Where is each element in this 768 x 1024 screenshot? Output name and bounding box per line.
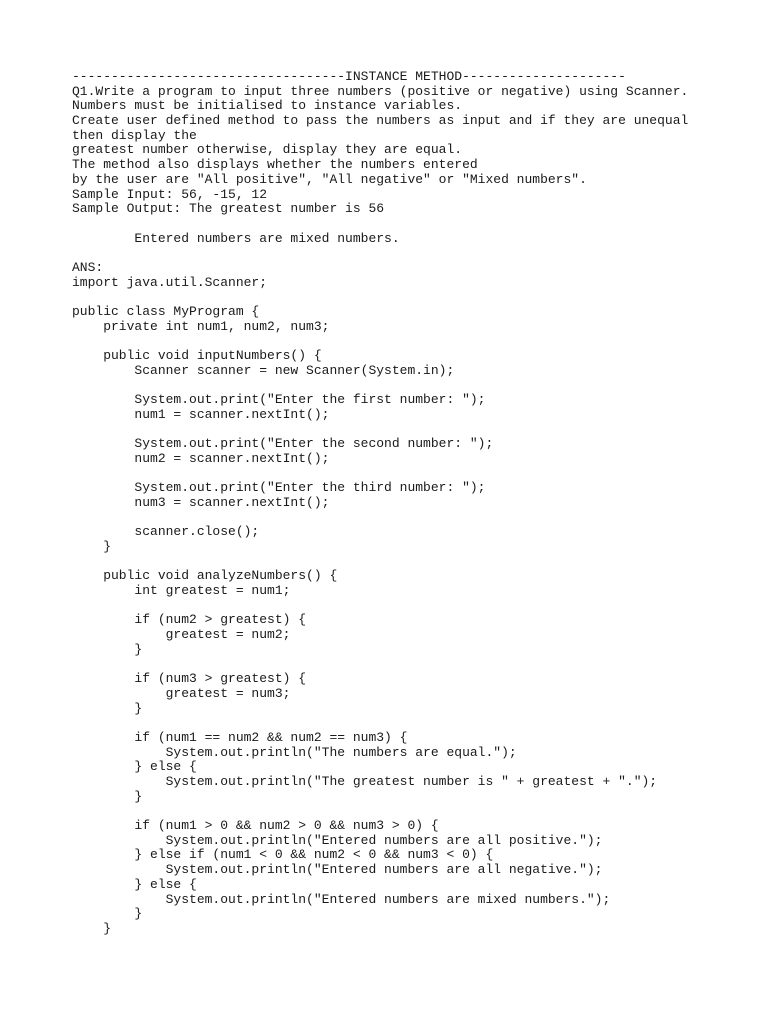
text-line: } — [72, 920, 112, 936]
text-line: } — [72, 539, 112, 554]
text-line: num1 = scanner.nextInt(); — [72, 406, 330, 422]
text-line: Scanner scanner = new Scanner(System.in); — [72, 362, 455, 378]
text-line — [72, 599, 752, 614]
text-line: public void analyzeNumbers() { — [72, 568, 338, 584]
text-line: System.out.println("The greatest number is " + greatest + "."); — [72, 774, 658, 789]
text-line: if (num3 > greatest) { — [72, 671, 307, 687]
text-line — [72, 334, 752, 349]
text-line: } — [72, 641, 143, 657]
text-line: System.out.println("Entered numbers are all positive."); — [72, 832, 603, 848]
text-line: if (num2 > greatest) { — [72, 612, 307, 628]
text-line: } else { — [72, 759, 197, 775]
text-line: } — [72, 700, 143, 716]
text-line: System.out.print("Enter the second number: "); — [72, 436, 494, 452]
text-line — [72, 378, 752, 393]
text-line: System.out.println("The numbers are equal."); — [72, 744, 517, 760]
text-line: Sample Input: 56, -15, 12 — [72, 186, 268, 202]
text-line: if (num1 == num2 && num2 == num3) { — [72, 729, 408, 745]
text-line: greatest = num2; — [72, 627, 291, 643]
text-line: ANS: — [72, 259, 104, 275]
text-line: } — [72, 906, 143, 922]
text-line — [72, 246, 752, 261]
text-line: -----------------------------------INSTANCE METHOD--------------------- — [72, 69, 626, 84]
text-line: public class MyProgram { — [72, 304, 260, 319]
text-line: then display the — [72, 127, 197, 143]
text-line — [72, 423, 752, 438]
text-line — [72, 511, 752, 526]
text-line: int greatest = num1; — [72, 583, 291, 599]
text-line — [72, 217, 752, 232]
text-line: System.out.println("Entered numbers are all negative."); — [72, 862, 603, 878]
text-line: Entered numbers are mixed numbers. — [72, 230, 400, 246]
text-line: Q1.Write a program to input three numbers (positive or negative) using Scanner. — [72, 83, 689, 99]
text-line: Numbers must be initialised to instance variables. — [72, 98, 463, 114]
text-line — [72, 716, 752, 731]
text-line: System.out.print("Enter the first number: "); — [72, 392, 486, 408]
text-line: num3 = scanner.nextInt(); — [72, 494, 330, 510]
text-line: } else { — [72, 876, 197, 892]
text-line: scanner.close(); — [72, 524, 260, 540]
text-line: import java.util.Scanner; — [72, 274, 268, 290]
text-line — [72, 555, 752, 570]
text-line: greatest = num3; — [72, 685, 291, 701]
text-line: private int num1, num2, num3; — [72, 318, 330, 334]
text-line: System.out.print("Enter the third number: "); — [72, 480, 486, 496]
text-line — [72, 658, 752, 673]
text-line: } else if (num1 < 0 && num2 < 0 && num3 < 0) { — [72, 847, 494, 863]
text-line: Create user defined method to pass the numbers as input and if they are unequal — [72, 113, 689, 129]
text-line: System.out.println("Entered numbers are mixed numbers."); — [72, 891, 611, 907]
text-line — [72, 804, 752, 819]
text-line — [72, 467, 752, 482]
text-line: public void inputNumbers() { — [72, 348, 322, 364]
text-line — [72, 290, 752, 305]
text-line: The method also displays whether the numbers entered — [72, 157, 478, 173]
text-line: by the user are "All positive", "All negative" or "Mixed numbers". — [72, 171, 587, 187]
text-line: Sample Output: The greatest number is 56 — [72, 201, 385, 217]
text-line: num2 = scanner.nextInt(); — [72, 450, 330, 466]
document-page — [72, 70, 752, 937]
text-line: } — [72, 788, 143, 804]
text-line: if (num1 > 0 && num2 > 0 && num3 > 0) { — [72, 818, 439, 834]
text-line: greatest number otherwise, display they are equal. — [72, 142, 463, 158]
